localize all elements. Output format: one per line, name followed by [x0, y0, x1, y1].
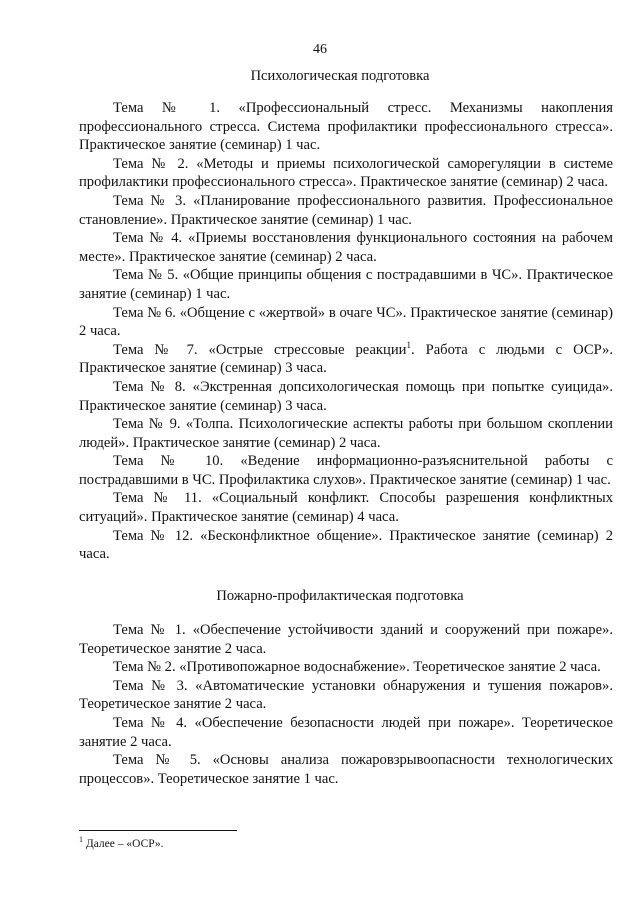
- topic-paragraph: Тема № 3. «Автоматические установки обнаружения и тушения пожаров». Теоретическое занятие 2 часа.: [79, 677, 613, 713]
- topic-paragraph: Тема № 4. «Обеспечение безопасности людей при пожаре». Теоретическое занятие 2 часа.: [79, 714, 613, 750]
- page-number: 46: [313, 42, 327, 57]
- topic-paragraph: Тема № 2. «Противопожарное водоснабжение». Теоретическое занятие 2 часа.: [113, 659, 601, 676]
- topic-paragraph: Тема № 1. «Обеспечение устойчивости зданий и сооружений при пожаре». Теоретическое занятие 2 часа.: [79, 622, 613, 657]
- topic-paragraph: Тема № 6. «Общение с «жертвой» в очаге ЧС». Практическое занятие (семинар) 2 часа.: [79, 304, 613, 340]
- footnote-separator: [79, 830, 237, 831]
- topic-paragraph: Тема № 10. «Ведение информационно-разъяснительной работы с пострадавшими в ЧС. Профилактика слухов». Практическое занятие (семинар) 1 час.: [79, 453, 613, 488]
- topic-paragraph: Тема № 8. «Экстренная допсихологическая помощь при попытке суицида». Практическое занятие (семинар) 3 часа.: [79, 378, 613, 414]
- footnote-text: Далее – «ОСР».: [83, 838, 164, 850]
- section-body-fire-prevention: [79, 621, 613, 788]
- topic-paragraph: Тема № 5. «Общие принципы общения с пострадавшими в ЧС». Практическое занятие (семинар) 1 час.: [79, 267, 613, 302]
- topic-paragraph: Тема № 2. «Методы и приемы психологической саморегуляции в системе профилактики профессионального стресса». Практическое занятие (семинар) 2 часа.: [79, 155, 613, 191]
- topic-paragraph: Тема № 7. «Острые стрессовые реакции$^1$. Работа с людьми с ОСР». Практическое занятие (семинар) 3 часа.: [79, 339, 614, 377]
- topic-paragraph: Тема № 9. «Толпа. Психологические аспекты работы при большом скоплении людей». Практическое занятие (семинар) 2 часа.: [79, 416, 613, 451]
- footnote: [79, 835, 164, 850]
- section-body-psychological: [79, 99, 613, 564]
- topic-paragraph: Тема № 5. «Основы анализа пожаровзрывоопасности технологических процессов». Теоретическое занятие 1 час.: [79, 752, 613, 787]
- section-title-psychological: Психологическая подготовка: [250, 68, 430, 84]
- topic-paragraph: Тема № 3. «Планирование профессионального развития. Профессиональное становление». Практическое занятие (семинар) 1 час.: [79, 192, 613, 228]
- topic-paragraph: Тема № 1. «Профессиональный стресс. Механизмы накопления профессионального стресса. Система профилактики профессионального стресса». Практическое занятие (семинар) 1 час.: [79, 100, 613, 154]
- topic-paragraph: Тема № 4. «Приемы восстановления функционального состояния на рабочем месте». Практическое занятие (семинар) 2 часа.: [79, 230, 613, 265]
- topic-paragraph: Тема № 12. «Бесконфликтное общение». Практическое занятие (семинар) 2 часа.: [79, 527, 613, 563]
- footnote-reference: 1: [406, 339, 411, 350]
- footnote-mark: 1: [79, 835, 83, 845]
- section-title-fire-prevention: Пожарно-профилактическая подготовка: [216, 588, 464, 604]
- topic-paragraph: Тема № 11. «Социальный конфликт. Способы разрешения конфликтных ситуаций». Практическое занятие (семинар) 4 часа.: [79, 490, 613, 526]
